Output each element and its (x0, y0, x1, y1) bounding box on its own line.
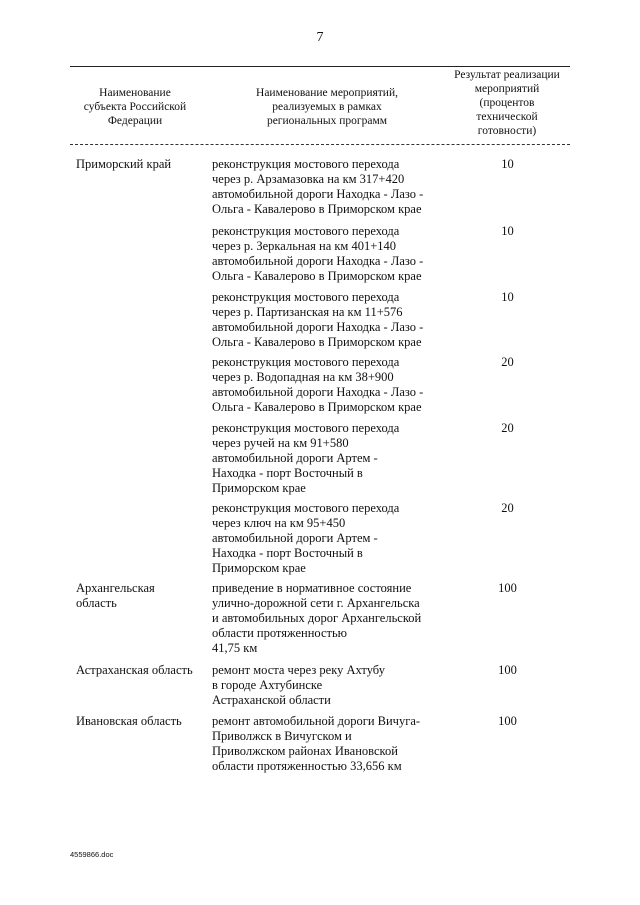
header-col-result: Результат реализации мероприятий (процентов технической готовности) (454, 69, 560, 137)
row-measure: реконструкция мостового перехода через р. Водопадная на км 38+900 автомобильной дороги Находка - Лазо - Ольга - Кавалерово в Приморском крае (212, 355, 424, 414)
row-result: 10 (501, 224, 514, 238)
row-subject: Архангельская область (76, 581, 155, 610)
header-col-subject: Наименование субъекта Российской Федерации (83, 87, 187, 127)
header-rule-top (70, 66, 570, 67)
row-result: 10 (501, 157, 514, 171)
row-measure: реконструкция мостового перехода через ручей на км 91+580 автомобильной дороги Артем - Находка - порт Восточный в Приморском крае (212, 421, 400, 495)
row-measure: приведение в нормативное состояние улично-дорожной сети г. Архангельска и автомобильных дорог Архангельской области протяженностью 41,75 км (212, 581, 422, 655)
row-measure: ремонт моста через реку Ахтубу в городе Ахтубинске Астраханской области (212, 663, 385, 707)
row-measure: ремонт автомобильной дороги Вичуга- Приволжск в Вичугском и Приволжском районах Ивановской области протяженностью 33,656 км (212, 714, 421, 773)
row-subject: Ивановская область (76, 714, 182, 728)
row-result: 100 (498, 714, 517, 728)
row-result: 20 (501, 421, 514, 435)
row-result: 20 (501, 355, 514, 369)
row-subject: Приморский край (76, 157, 172, 171)
row-measure: реконструкция мостового перехода через р. Партизанская на км 11+576 автомобильной дороги Находка - Лазо - Ольга - Кавалерово в Приморском крае (212, 290, 424, 349)
row-result: 100 (498, 663, 517, 677)
footer-filename: 4559866.doc (70, 850, 114, 859)
row-measure: реконструкция мостового перехода через ключ на км 95+450 автомобильной дороги Артем - Находка - порт Восточный в Приморском крае (212, 501, 400, 575)
row-subject: Астраханская область (76, 663, 193, 677)
row-result: 10 (501, 290, 514, 304)
row-result: 20 (501, 501, 514, 515)
row-measure: реконструкция мостового перехода через р. Зеркальная на км 401+140 автомобильной дороги Находка - Лазо - Ольга - Кавалерово в Приморском крае (212, 224, 424, 283)
header-col-measures: Наименование мероприятий, реализуемых в рамках региональных программ (256, 87, 398, 127)
row-measure: реконструкция мостового перехода через р. Арзамазовка на км 317+420 автомобильной дороги Находка - Лазо - Ольга - Кавалерово в Приморском крае (212, 157, 424, 216)
row-result: 100 (498, 581, 517, 595)
page-number: 7 (316, 30, 324, 45)
header-rule-bottom (70, 144, 570, 145)
